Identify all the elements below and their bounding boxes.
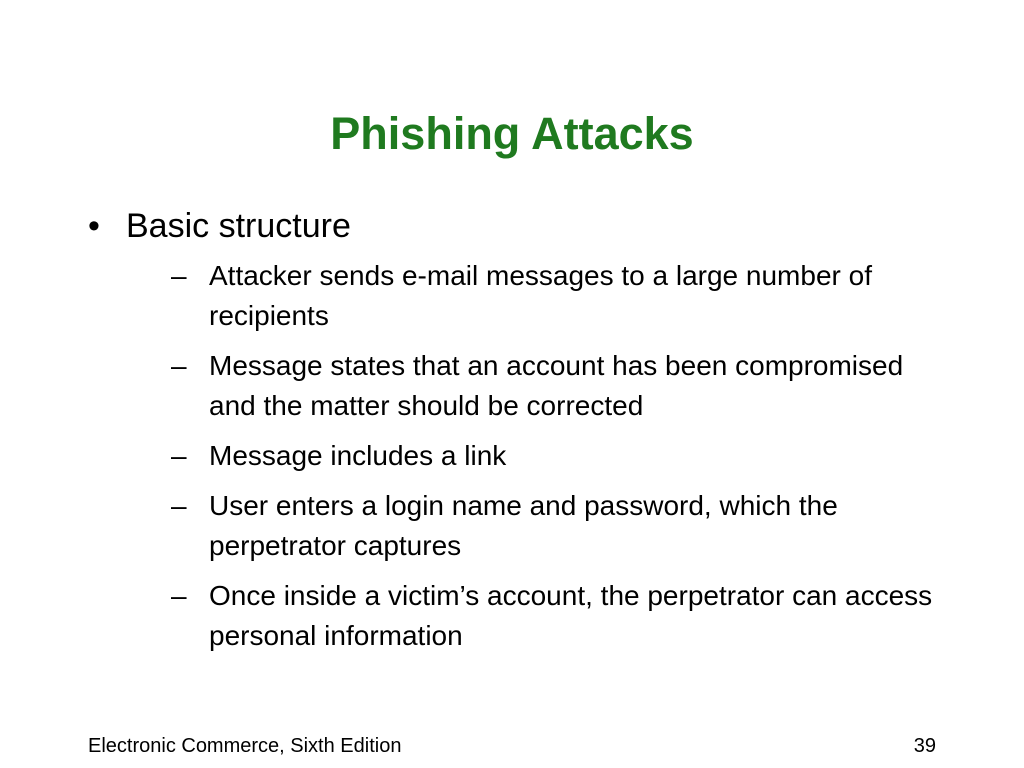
sub-bullet-text: Message states that an account has been compromised and the matter should be corrected [209,350,904,421]
sub-bullet-item [171,436,948,476]
dash-marker: – [171,260,187,291]
bullet-text: Basic structure [126,207,351,245]
footer-book-title: Electronic Commerce, Sixth Edition [88,735,402,757]
dash-marker: – [171,350,187,381]
sub-bullet-item [171,256,948,336]
bullet-list [88,200,948,666]
sub-bullet-item [171,576,948,656]
sub-bullet-text: Message includes a link [209,440,507,471]
page-number: 39 [913,735,936,757]
sub-bullet-item [171,346,948,426]
dash-marker: – [171,490,187,521]
dash-marker: – [171,440,187,471]
bullet-marker: • [88,207,100,245]
dash-marker: – [171,580,187,611]
sub-bullet-list [126,256,948,656]
bullet-item-basic-structure [88,200,948,656]
sub-bullet-item [171,486,948,566]
sub-bullet-text: Once inside a victim’s account, the perpetrator can access personal information [209,580,933,651]
sub-bullet-text: Attacker sends e-mail messages to a large number of recipients [209,260,872,331]
slide-title: Phishing Attacks [330,108,694,159]
sub-bullet-text: User enters a login name and password, which the perpetrator captures [209,490,838,561]
